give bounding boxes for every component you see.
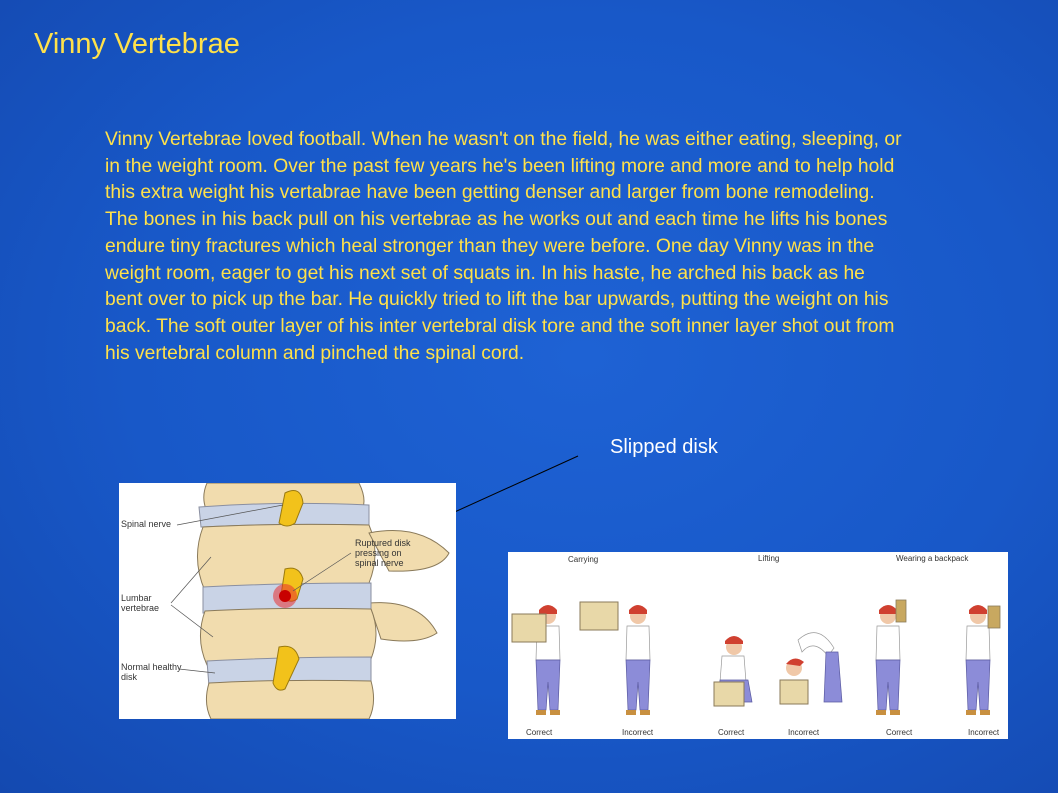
lumbar-label-2: vertebrae bbox=[121, 603, 160, 613]
caption-carrying-correct: Correct bbox=[526, 728, 553, 737]
healthy-disk-label-1: Normal healthy bbox=[121, 662, 182, 672]
slide-title: Vinny Vertebrae bbox=[34, 28, 240, 60]
backpack-header: Wearing a backpack bbox=[896, 554, 969, 563]
ruptured-disk-label-3: spinal nerve bbox=[355, 558, 404, 568]
lifting-header: Lifting bbox=[758, 554, 780, 563]
ruptured-disk-label-1: Ruptured disk bbox=[355, 538, 411, 548]
caption-lifting-incorrect: Incorrect bbox=[788, 728, 820, 737]
ruptured-disk-label-2: pressing on bbox=[355, 548, 402, 558]
caption-lifting-correct: Correct bbox=[718, 728, 745, 737]
carrying-header: Carrying bbox=[568, 555, 599, 564]
caption-backpack-incorrect: Incorrect bbox=[968, 728, 1000, 737]
healthy-disk-label-2: disk bbox=[121, 672, 138, 682]
caption-carrying-incorrect: Incorrect bbox=[622, 728, 654, 737]
slipped-disk-callout: Slipped disk bbox=[610, 436, 718, 458]
posture-illustration bbox=[508, 552, 1008, 739]
caption-backpack-correct: Correct bbox=[886, 728, 913, 737]
spinal-nerve-label: Spinal nerve bbox=[121, 519, 172, 529]
spine-illustration bbox=[119, 483, 456, 719]
lumbar-label-1: Lumbar bbox=[121, 593, 152, 603]
story-paragraph: Vinny Vertebrae loved football. When he wasn't on the field, he was either eating, sleeping, or in the weight room. Over the past few years he's been lifting more and more and to help hold this extra weight his vertabrae have been getting denser and larger from bone remodeling. The bones in his back pull on his vertebrae as he works out and each time he lifts his bones endure tiny fractures which heal stronger than they were before. One day Vinny was in the weight room, eager to get his next set of squats in. In his haste, he arched his back as he bent over to pick up the bar. He quickly tried to lift the bar upwards, putting the weight on his back. The soft outer layer of his inter vertebral disk tore and the soft inner layer shot out from his vertebral column and pinched the spinal cord. bbox=[105, 129, 902, 364]
